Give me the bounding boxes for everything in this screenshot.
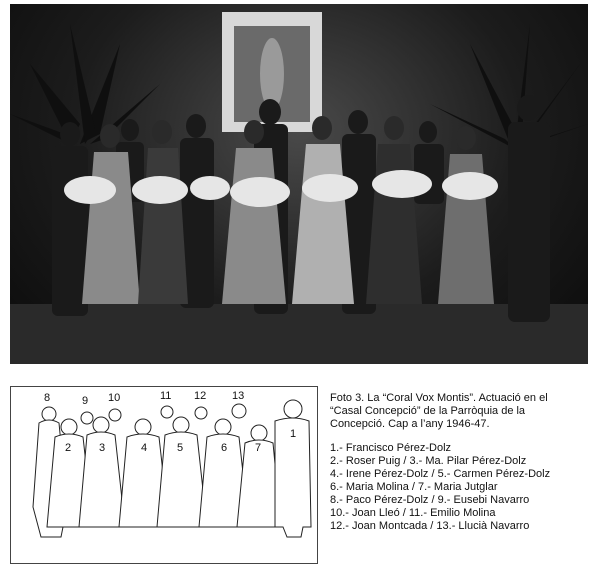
key-number-11: 11 — [160, 390, 172, 402]
list-item: 8.- Paco Pérez-Dolz / 9.- Eusebi Navarro — [330, 494, 530, 506]
group-photograph — [10, 4, 588, 364]
photo-caption — [330, 392, 592, 533]
caption-line: Concepció. Cap a l’any 1946-47. — [330, 418, 490, 430]
key-number-7: 7 — [255, 442, 262, 454]
list-item: 10.- Joan Lleó / 11.- Emilio Molina — [330, 507, 496, 519]
photo-illustration — [10, 4, 588, 364]
people-list — [330, 442, 592, 533]
caption-line: Foto 3. La “Coral Vox Montis”. Actuació en el — [330, 392, 548, 404]
silhouette-outlines — [11, 387, 317, 563]
key-number-12: 12 — [194, 390, 207, 402]
key-number-4: 4 — [141, 442, 148, 454]
key-number-5: 5 — [177, 442, 184, 454]
key-number-3: 3 — [99, 442, 106, 454]
key-number-6: 6 — [221, 442, 228, 454]
silhouette-key — [10, 386, 318, 564]
key-number-10: 10 — [108, 392, 121, 404]
caption-line: “Casal Concepció” de la Parròquia de la — [330, 405, 526, 417]
key-number-8: 8 — [44, 392, 51, 404]
list-item: 6.- Maria Molina / 7.- Maria Jutglar — [330, 481, 498, 493]
key-number-9: 9 — [82, 395, 89, 407]
list-item: 1.- Francisco Pérez-Dolz — [330, 442, 452, 454]
stage-floor — [10, 304, 588, 364]
key-number-1: 1 — [290, 428, 297, 440]
key-number-13: 13 — [232, 390, 245, 402]
list-item: 12.- Joan Montcada / 13.- Llucià Navarro — [330, 520, 530, 532]
list-item: 4.- Irene Pérez-Dolz / 5.- Carmen Pérez-Dolz — [330, 468, 551, 480]
list-item: 2.- Roser Puig / 3.- Ma. Pilar Pérez-Dolz — [330, 455, 527, 467]
painting-figure — [260, 38, 284, 110]
key-number-2: 2 — [65, 442, 72, 454]
